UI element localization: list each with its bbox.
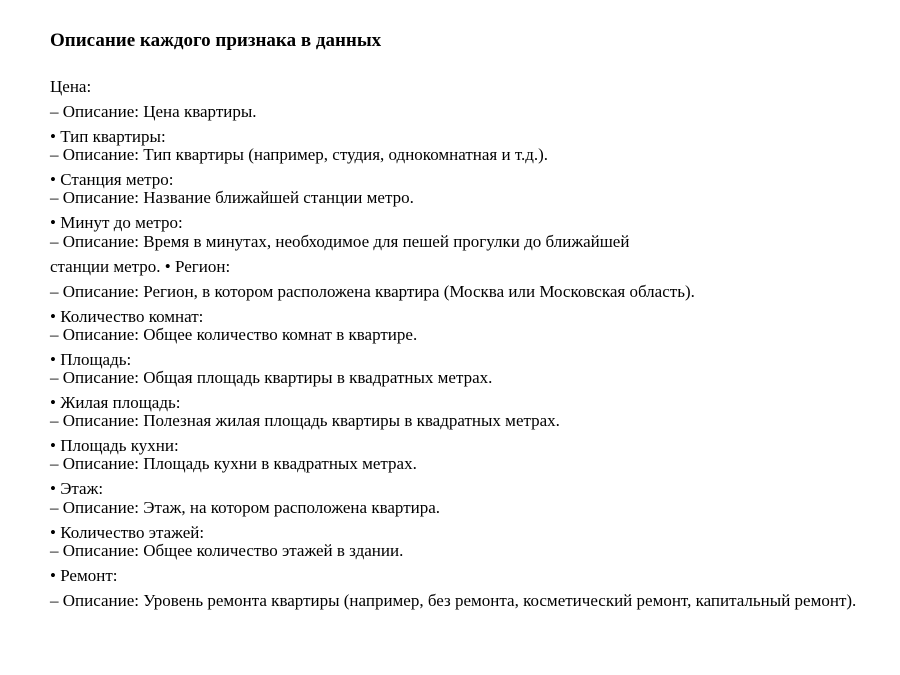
feature-block-area bbox=[50, 351, 890, 387]
feature-block-renovation-label bbox=[50, 567, 890, 585]
page-title: Описание каждого признака в данных bbox=[50, 30, 382, 51]
feature-block-floor-count bbox=[50, 524, 890, 560]
feature-description-line: – Описание: Время в минутах, необходимое для пешей прогулки до ближайшей bbox=[50, 231, 630, 251]
feature-description-line: – Описание: Площадь кухни в квадратных метрах. bbox=[50, 454, 417, 474]
feature-description-line: – Описание: Общее количество комнат в квартире. bbox=[50, 324, 418, 344]
feature-description-line: – Описание: Этаж, на котором расположена квартира. bbox=[50, 497, 441, 517]
feature-block-floor bbox=[50, 480, 890, 516]
feature-block-price-description bbox=[50, 103, 890, 121]
feature-description-line: – Описание: Общее количество этажей в здании. bbox=[50, 540, 404, 560]
feature-title-line: • Количество комнат: bbox=[50, 306, 204, 326]
feature-description-line: – Описание: Уровень ремонта квартиры (например, без ремонта, косметический ремонт, капитальный ремонт). bbox=[50, 590, 857, 610]
feature-description-line: – Описание: Регион, в котором расположена квартира (Москва или Московская область). bbox=[50, 281, 695, 301]
feature-block-price-label bbox=[50, 78, 890, 96]
feature-wrap-line: станции метро. • Регион: bbox=[50, 256, 231, 276]
feature-description-line: – Описание: Цена квартиры. bbox=[50, 102, 257, 121]
feature-description-line: – Описание: Общая площадь квартиры в квадратных метрах. bbox=[50, 368, 493, 388]
feature-block-living-area bbox=[50, 394, 890, 430]
feature-title-line: • Жилая площадь: bbox=[50, 393, 181, 413]
feature-block-region-label bbox=[50, 258, 890, 276]
feature-title-line: • Количество этажей: bbox=[50, 522, 205, 542]
feature-title-line: • Минут до метро: bbox=[50, 213, 183, 233]
feature-block-metro-station bbox=[50, 171, 890, 207]
feature-description-line: – Описание: Тип квартиры (например, студия, однокомнатная и т.д.). bbox=[50, 145, 549, 165]
feature-block-renovation-description bbox=[50, 592, 890, 610]
feature-block-room-count bbox=[50, 308, 890, 344]
feature-block-region-description bbox=[50, 283, 890, 301]
feature-block-minutes-to-metro bbox=[50, 214, 890, 250]
feature-title-line: • Станция метро: bbox=[50, 170, 174, 190]
feature-title-line: • Площадь кухни: bbox=[50, 436, 179, 456]
feature-title-line: • Ремонт: bbox=[50, 565, 118, 585]
feature-block-apartment-type bbox=[50, 128, 890, 164]
feature-description-line: – Описание: Полезная жилая площадь квартиры в квадратных метрах. bbox=[50, 411, 560, 431]
feature-title-line: • Тип квартиры: bbox=[50, 127, 166, 146]
feature-description-line: – Описание: Название ближайшей станции метро. bbox=[50, 188, 414, 208]
feature-block-kitchen-area bbox=[50, 437, 890, 473]
feature-title-line: Цена: bbox=[50, 77, 92, 96]
feature-title-line: • Этаж: bbox=[50, 479, 104, 499]
feature-title-line: • Площадь: bbox=[50, 349, 132, 369]
